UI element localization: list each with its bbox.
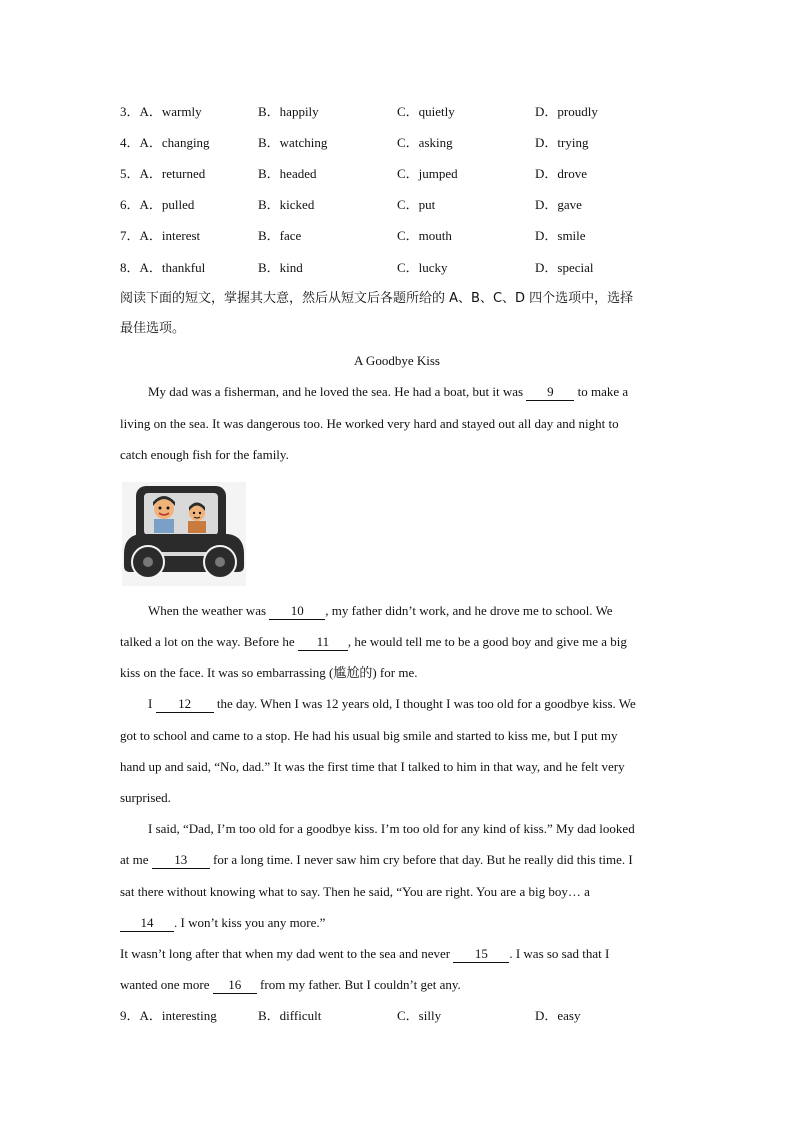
option-a: 3．A．warmly — [120, 104, 202, 119]
option-c: C．silly — [397, 1008, 442, 1023]
option-a: 9．A．interesting — [120, 1008, 217, 1023]
option-a: 5．A．returned — [120, 166, 206, 181]
boy-eye — [199, 512, 201, 514]
car-illustration — [122, 482, 246, 586]
option-c: C．mouth — [397, 228, 452, 243]
passage-line: kiss on the face. It was so embarrassing (尴尬的) for me. — [120, 665, 418, 680]
dad-shirt — [154, 519, 174, 533]
option-a: 7．A．interest — [120, 228, 201, 243]
option-c: C．put — [397, 197, 436, 212]
option-d: D．special — [535, 260, 594, 275]
passage-line: hand up and said, “No, dad.” It was the first time that I talked to him in that way, and he felt very — [120, 759, 625, 774]
blank-14: 14 — [120, 915, 174, 932]
blank-11: 11 — [298, 634, 348, 651]
dad-face — [154, 499, 174, 519]
passage-line: sat there without knowing what to say. Then he said, “You are right. You are a big boy… a — [120, 884, 590, 899]
blank-13: 13 — [152, 852, 210, 869]
passage-line: I said, “Dad, I’m too old for a goodbye kiss. I’m too old for any kind of kiss.” My dad looked — [148, 821, 635, 836]
wheel-hub — [215, 557, 225, 567]
option-a: 6．A．pulled — [120, 197, 195, 212]
option-b: B．kind — [258, 260, 303, 275]
option-b: B．headed — [258, 166, 317, 181]
option-d: D．smile — [535, 228, 586, 243]
option-d: D．drove — [535, 166, 587, 181]
option-d: D．proudly — [535, 104, 598, 119]
option-b: B．happily — [258, 104, 319, 119]
option-c: C．jumped — [397, 166, 458, 181]
dad-eye — [167, 507, 170, 510]
passage-line: 14 . I won’t kiss you any more.” — [120, 913, 680, 933]
passage-line: surprised. — [120, 790, 171, 805]
option-c: C．quietly — [397, 104, 455, 119]
blank-10: 10 — [269, 603, 325, 620]
option-c: C．asking — [397, 135, 453, 150]
passage-line: living on the sea. It was dangerous too. He worked very hard and stayed out all day and night to — [120, 416, 619, 431]
passage-line: at me 13 for a long time. I never saw him cry before that day. But he really did this time. I — [120, 852, 633, 867]
passage-line: It wasn’t long after that when my dad went to the sea and never 15 . I was so sad that I — [120, 946, 610, 961]
option-c: C．lucky — [397, 260, 448, 275]
passage-line: got to school and came to a stop. He had his usual big smile and started to kiss me, but I put my — [120, 728, 618, 743]
option-b: B．watching — [258, 135, 328, 150]
blank-16: 16 — [213, 977, 257, 994]
option-d: D．easy — [535, 1008, 581, 1023]
wheel-hub — [143, 557, 153, 567]
blank-9: 9 — [526, 384, 574, 401]
passage-line: talked a lot on the way. Before he 11 , he would tell me to be a good boy and give me a big — [120, 634, 627, 649]
option-a: 4．A．changing — [120, 135, 210, 150]
dad-eye — [159, 507, 162, 510]
blank-12: 12 — [156, 696, 214, 713]
option-b: B．kicked — [258, 197, 315, 212]
instruction-line: 最佳选项。 — [120, 321, 186, 336]
car-bumper — [162, 552, 206, 556]
boy-eye — [193, 512, 195, 514]
option-a: 8．A．thankful — [120, 260, 206, 275]
boy-shirt — [188, 521, 206, 533]
option-d: D．trying — [535, 135, 589, 150]
instruction-line: 阅读下面的短文，掌握其大意，然后从短文后各题所给的 A、B、C、D 四个选项中，选择 — [120, 291, 634, 306]
option-b: B．face — [258, 228, 302, 243]
passage-line: wanted one more 16 from my father. But I couldn’t get any. — [120, 977, 461, 992]
option-b: B．difficult — [258, 1008, 322, 1023]
passage-line: When the weather was 10 , my father didn’t work, and he drove me to school. We — [148, 603, 613, 618]
section-instruction — [120, 284, 680, 344]
blank-15: 15 — [453, 946, 509, 963]
passage-line: My dad was a fisherman, and he loved the sea. He had a boat, but it was 9 to make a — [148, 384, 629, 399]
option-d: D．gave — [535, 197, 582, 212]
passage-line: I 12 the day. When I was 12 years old, I thought I was too old for a goodbye kiss. We — [148, 696, 636, 711]
passage-title: A Goodbye Kiss — [354, 353, 440, 368]
passage-line: catch enough fish for the family. — [120, 447, 289, 462]
